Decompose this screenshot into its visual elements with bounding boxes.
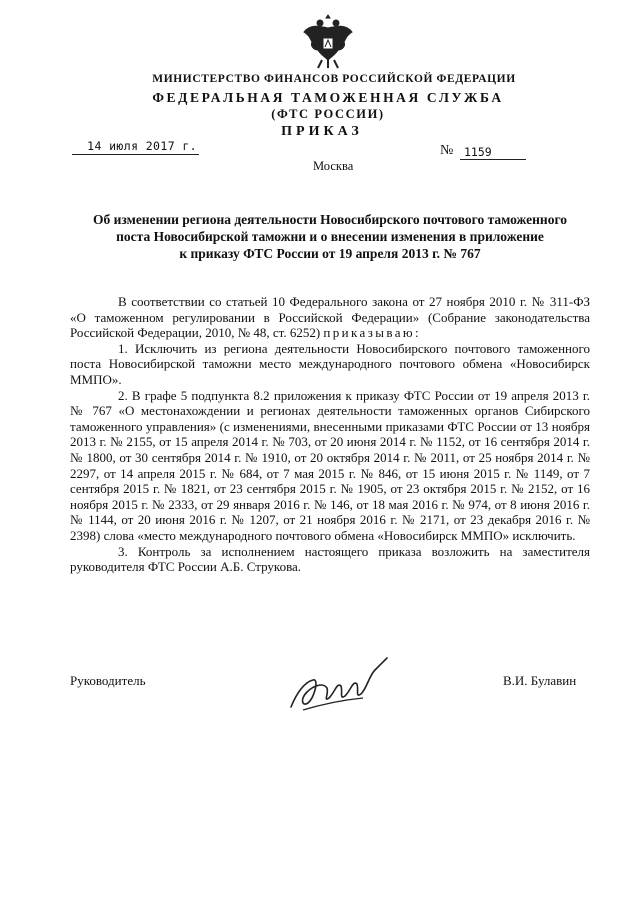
order-date: 14 июля 2017 г. (72, 139, 199, 155)
service-short-name: (ФТС РОССИИ) (271, 107, 385, 121)
document-type: ПРИКАЗ (281, 124, 363, 139)
ministry-name: МИНИСТЕРСТВО ФИНАНСОВ РОССИЙСКОЙ ФЕДЕРАЦИИ (152, 73, 516, 85)
order-body (70, 294, 590, 575)
signatory-role: Руководитель (70, 673, 146, 688)
service-name: ФЕДЕРАЛЬНАЯ ТАМОЖЕННАЯ СЛУЖБА (152, 90, 504, 105)
coat-of-arms-icon (300, 14, 356, 70)
subject-line: Об изменении региона деятельности Новосибирского почтового таможенного (92, 212, 568, 227)
signatory-name: В.И. Булавин (503, 673, 577, 688)
preamble-paragraph (70, 294, 590, 341)
order-city: Москва (313, 159, 354, 173)
order-item-3: 3. Контроль за исполнением настоящего приказа возложить на заместителя руководителя ФТС России А.Б. Струкова. (70, 543, 590, 575)
order-number: 1159 (460, 145, 526, 160)
subject-line: к приказу ФТС России от 19 апреля 2013 г. № 767 (179, 246, 481, 261)
order-item-2: 2. В графе 5 подпункта 8.2 приложения к приказу ФТС России от 19 апреля 2013 г. № 767 «О местонахождении и регионах деятельности таможенных органов Сибирского таможенного управления» (с изменениями, внесенными приказами ФТС России от 13 ноября 2013 г. № 2155, от 15 апреля 2014 г. № 703, от 20 июня 2014 г. № 1152, от 16 сентября 2014 г. № 1800, от 30 сентября 2014 г. № 1910, от 20 октября 2014 г. № 2011, от 25 ноября 2014 г. № 2297, от 14 апреля 2015 г. № 684, от 7 мая 2015 г. № 846, от 15 июня 2015 г. № 1149, от 7 сентября 2015 г. № 1821, от 23 сентября 2015 г. № 1905, от 23 октября 2015 г. № 2152, от 16 ноября 2015 г. № 2333, от 29 января 2016 г. № 146, от 18 мая 2016 г. № 974, от 8 июня 2016 г. № 1144, от 20 июня 2016 г. № 1207, от 21 ноября 2016 г. № 2171, от 23 декабря 2016 г. № 2398) слова «место международного почтового обмена «Новосибирск ММПО» исключить. (70, 387, 590, 543)
order-item-1: 1. Исключить из региона деятельности Новосибирского почтового таможенного поста Новосибирской таможни место международного почтового обмена «Новосибирск ММПО». (70, 340, 590, 387)
handwritten-signature (283, 652, 393, 722)
preamble-text: В соответствии со статьей 10 Федерального закона от 27 ноября 2010 г. № 311-ФЗ «О таможенном регулировании в Российской Федерации» (Собрание законодательства Российской Федерации, 2010, № 48, ст. 6252) (70, 294, 590, 341)
preamble-verb: приказываю: (323, 325, 422, 341)
subject-line: поста Новосибирской таможни и о внесении изменения в приложение (116, 229, 544, 244)
order-subject (60, 211, 600, 262)
order-number-label: № (440, 143, 454, 158)
